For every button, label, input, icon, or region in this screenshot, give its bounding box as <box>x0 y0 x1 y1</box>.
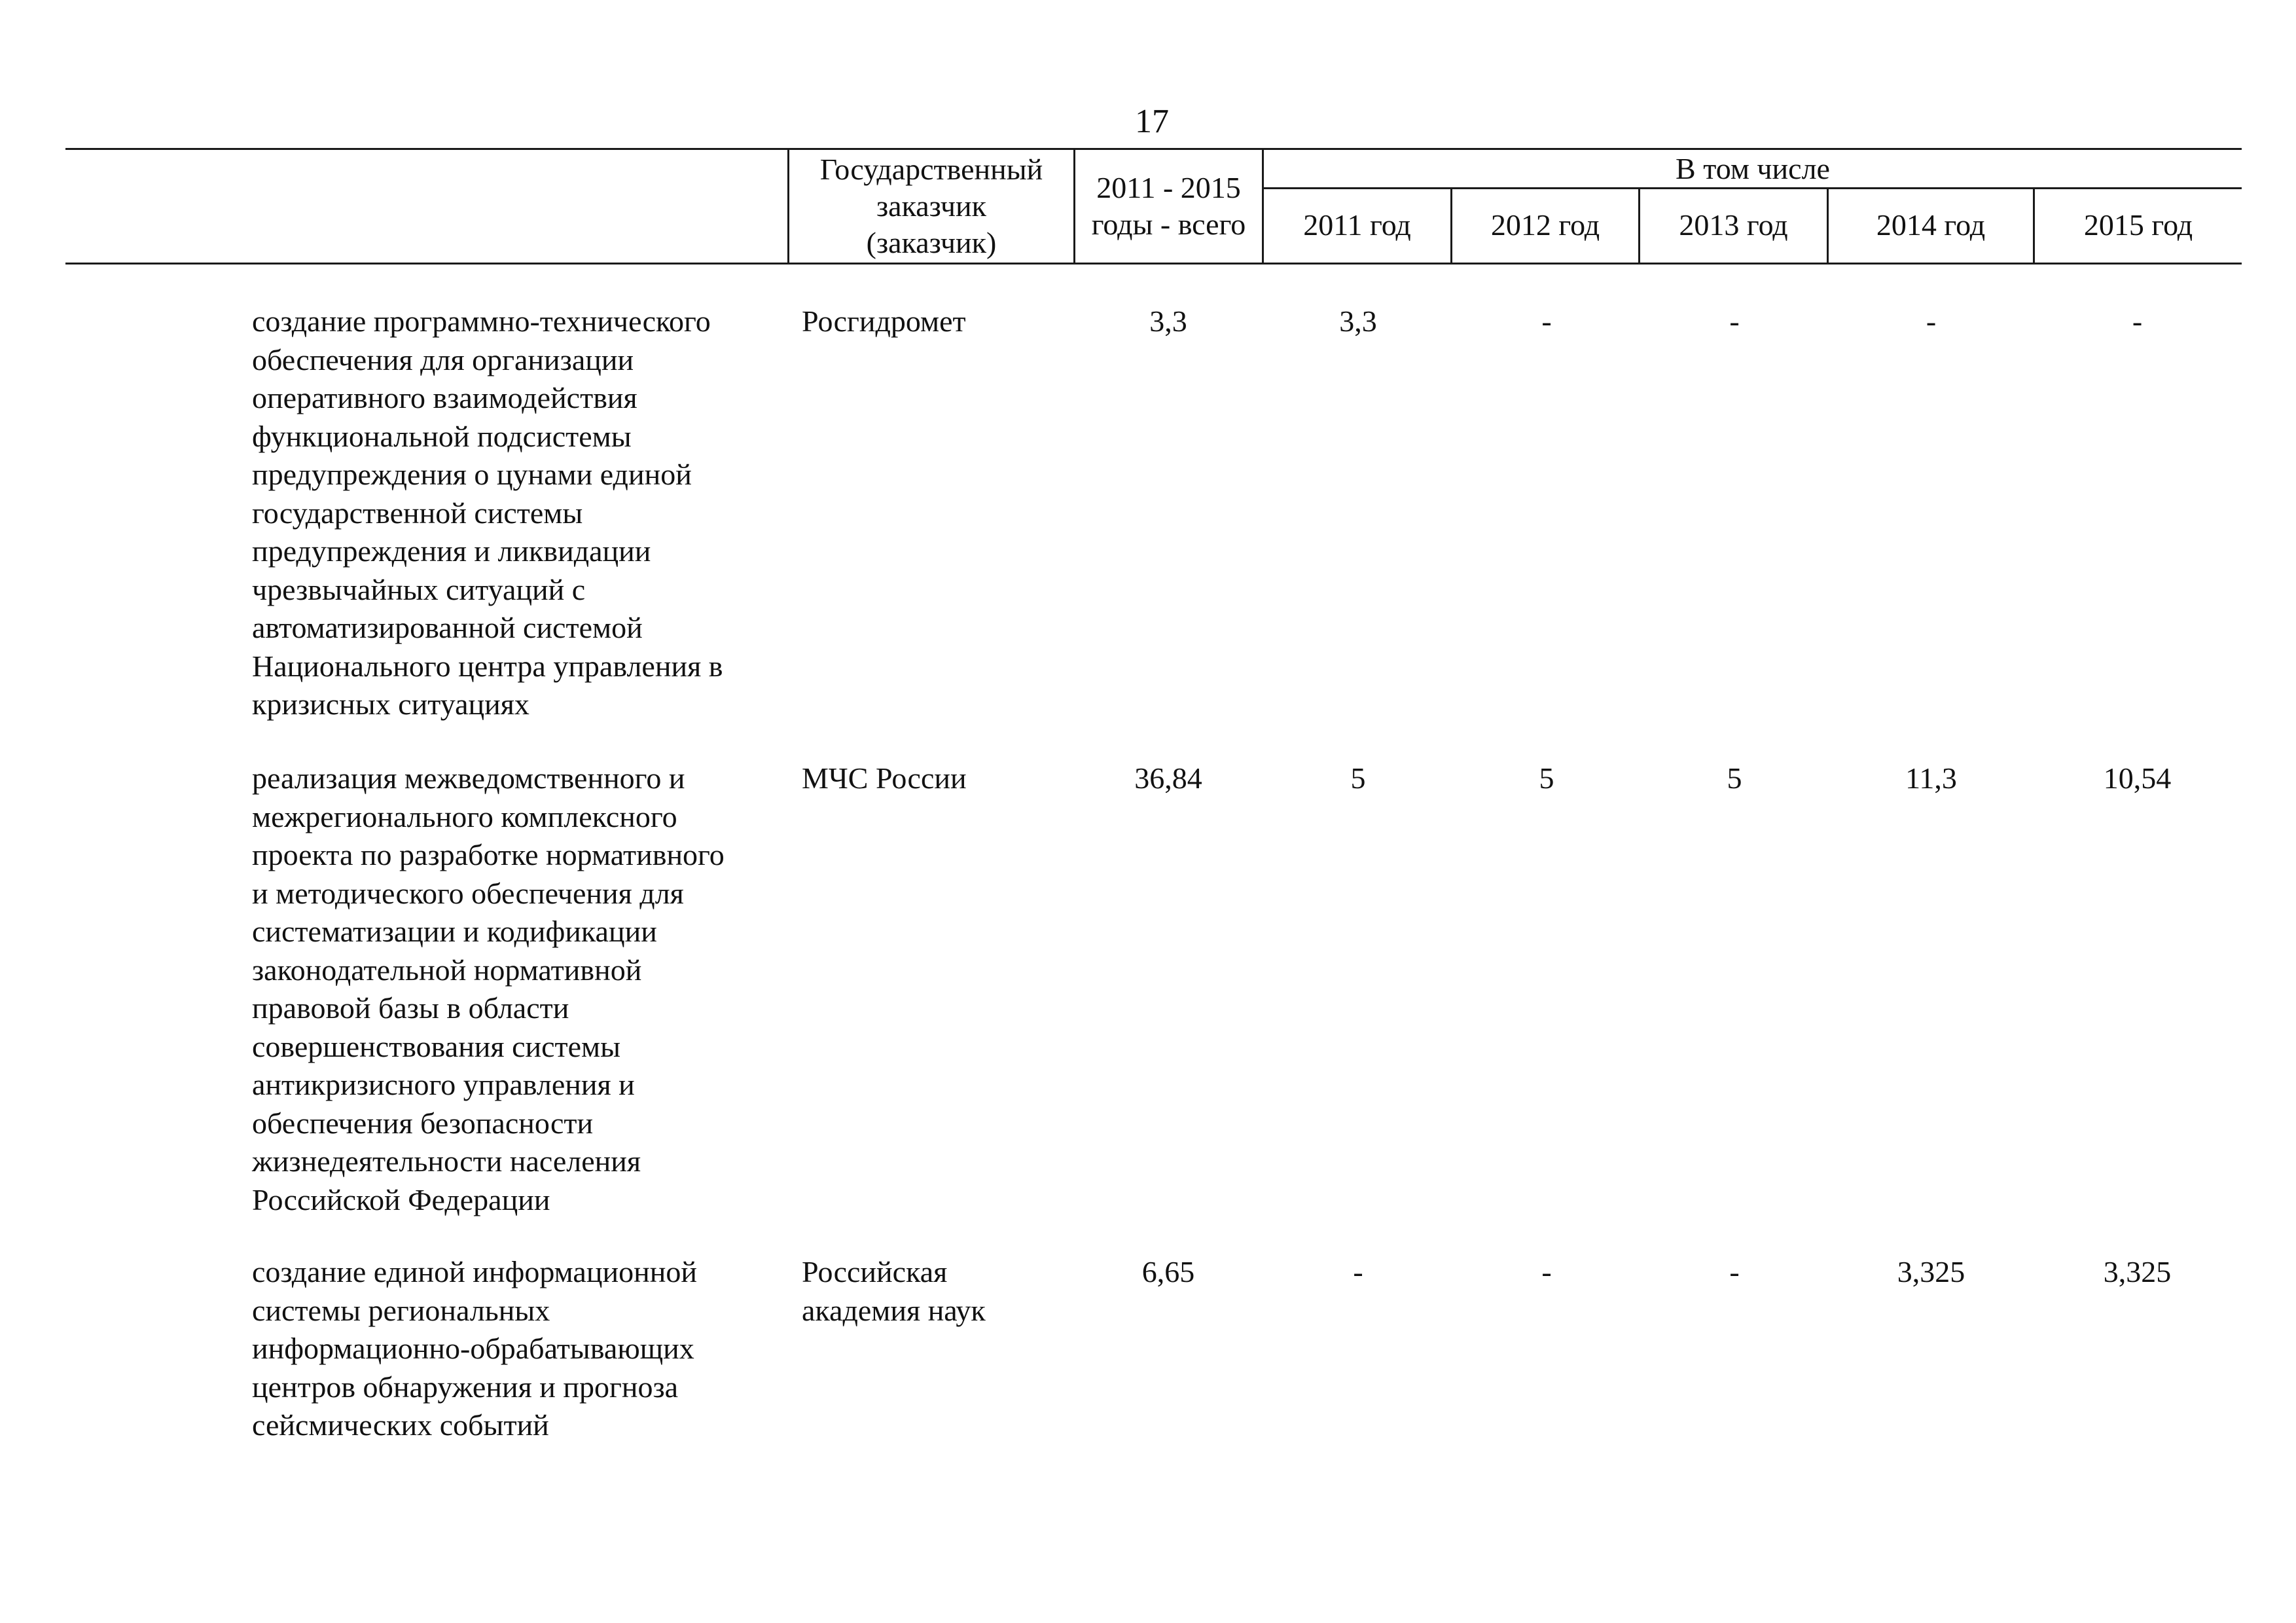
cell-2011: 5 <box>1350 761 1366 795</box>
cell-2012: - <box>1541 304 1552 338</box>
row-description: создание единой информационной системы региональных информационно-обрабатывающих центров обнаружения и прогноза сейсмических событий <box>252 1255 697 1442</box>
cell-2013: 5 <box>1727 761 1742 795</box>
cell-2015: - <box>2132 304 2143 338</box>
cell-total: 3,3 <box>1149 304 1187 338</box>
cell-2011: 3,3 <box>1339 304 1377 338</box>
cell-total: 6,65 <box>1141 1255 1195 1288</box>
header-year-2012: 2012 год <box>1490 208 1600 242</box>
including-sub-rule <box>1263 187 2242 189</box>
cell-2015: 3,325 <box>2103 1255 2172 1288</box>
cell-2014: - <box>1926 304 1937 338</box>
cell-total: 36,84 <box>1134 761 1202 795</box>
header-bottom-rule <box>65 263 2242 264</box>
row-customer: МЧС России <box>802 761 967 795</box>
header-including: В том числе <box>1676 152 1830 185</box>
cell-2013: - <box>1729 1255 1740 1288</box>
row-description: реализация межведомственного и межрегионального комплексного проекта по разработке нормативного и методического обеспечения для систематизации и кодификации законодательной нормативной правовой базы в области совершенствования системы антикризисного управления и обеспечения безопасности жизнедеятельности населения Российской Федерации <box>252 761 725 1216</box>
row-customer: Российская академия наук <box>802 1255 986 1327</box>
header-year-2014: 2014 год <box>1876 208 1986 242</box>
header-top-rule <box>65 148 2242 150</box>
header-year-2013: 2013 год <box>1679 208 1788 242</box>
header-year-2015: 2015 год <box>2083 208 2193 242</box>
cell-2013: - <box>1729 304 1740 338</box>
row-customer: Росгидромет <box>802 304 966 338</box>
cell-2012: - <box>1541 1255 1552 1288</box>
header-customer: Государственный заказчик (заказчик) <box>819 153 1043 259</box>
row-description: создание программно-технического обеспечения для организации оперативного взаимодействия функциональной подсистемы предупреждения о цунами единой государственной системы предупреждения и ликвидации чрезвычайных ситуаций с автоматизированной системой Национального центра управления в кризисных ситуациях <box>252 304 723 721</box>
cell-2011: - <box>1353 1255 1363 1288</box>
cell-2012: 5 <box>1539 761 1554 795</box>
page-number: 17 <box>1135 103 1169 140</box>
cell-2014: 3,325 <box>1897 1255 1965 1288</box>
header-year-2011: 2011 год <box>1303 208 1411 242</box>
cell-2015: 10,54 <box>2103 761 2172 795</box>
cell-2014: 11,3 <box>1905 761 1957 795</box>
header-total: 2011 - 2015 годы - всего <box>1091 171 1246 241</box>
